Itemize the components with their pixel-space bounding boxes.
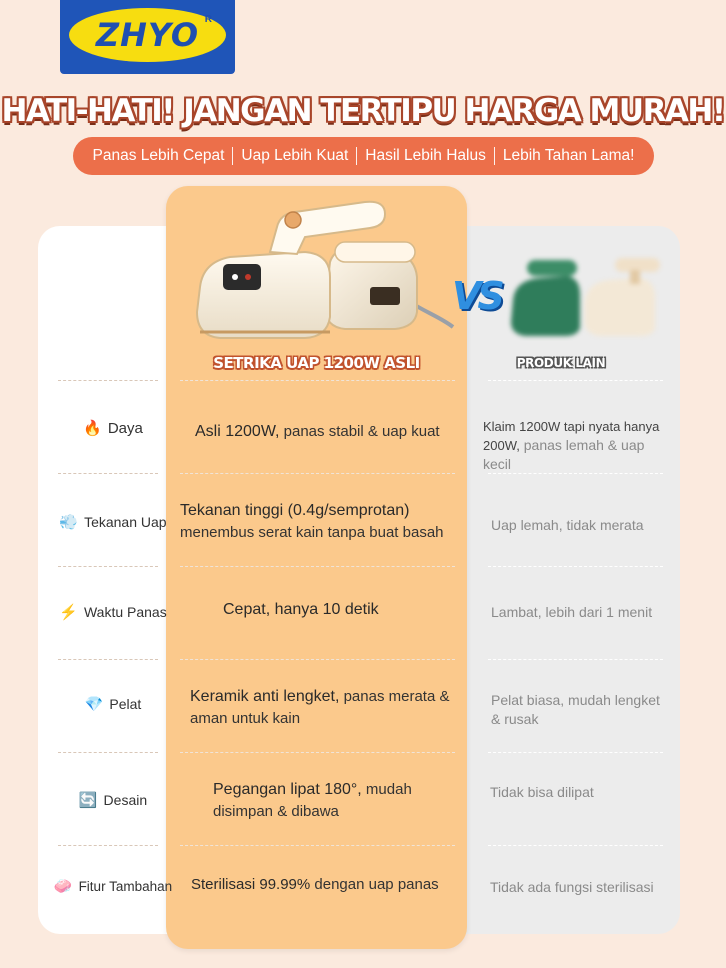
row-label-text: Daya: [107, 419, 143, 437]
row-label-text: Pelat: [109, 696, 142, 712]
ours-value-detail: mudah disimpan & dibawa: [213, 781, 412, 820]
row-divider: [180, 566, 455, 567]
steam-iron-product-image: [185, 192, 455, 347]
row-divider: [58, 659, 158, 660]
row-label-fitur-tambahan: [38, 877, 188, 895]
benefit-item: Panas Lebih Cepat: [92, 147, 225, 164]
ours-value-detail: menembus serat kain tanpa buat basah: [180, 524, 444, 541]
ours-value-pelat: [190, 686, 460, 730]
row-label-text: Desain: [103, 792, 148, 808]
row-divider: [488, 566, 663, 567]
benefits-pill: [73, 137, 654, 175]
registered-mark: R: [204, 14, 212, 25]
benefit-item: Lebih Tahan Lama!: [502, 147, 635, 164]
ours-column-title: SETRIKA UAP 1200W ASLI: [213, 354, 420, 372]
others-value-tekanan-uap: [491, 516, 671, 535]
diamond-icon: 💎: [84, 696, 104, 713]
fire-icon: 🔥: [83, 420, 102, 437]
ours-value-highlight: Keramik anti lengket,: [190, 688, 340, 705]
lightning-icon: ⚡: [59, 604, 78, 621]
ours-value-tekanan-uap: [180, 500, 465, 544]
row-label-desain: [38, 791, 188, 809]
others-value-detail: panas lemah & uap kecil: [483, 437, 645, 472]
ours-value-highlight: Asli 1200W,: [195, 423, 280, 440]
row-divider: [488, 845, 663, 846]
others-value-detail: Tidak ada fungsi sterilisasi: [490, 879, 654, 895]
headline: HATI-HATI! JANGAN TERTIPU HARGA MURAH!: [1, 93, 725, 129]
divider: [232, 147, 233, 165]
ours-value-daya: [195, 421, 465, 443]
logo-text: ZHYO: [95, 16, 200, 54]
ours-value-waktu-panas: [223, 599, 463, 621]
benefit-item: Uap Lebih Kuat: [241, 147, 349, 164]
ours-value-highlight: Sterilisasi 99.99%: [191, 876, 311, 893]
others-value-desain: [490, 783, 670, 802]
others-value-fitur-tambahan: [490, 878, 675, 897]
row-label-tekanan-uap: [38, 513, 188, 531]
others-column-title: PRODUK LAIN: [516, 356, 606, 370]
row-label-text: Tekanan Uap: [84, 514, 167, 530]
soap-icon: 🧼: [53, 878, 73, 895]
others-value-detail: Uap lemah, tidak merata: [491, 517, 644, 533]
row-divider: [488, 752, 663, 753]
brand-logo: [60, 0, 235, 74]
row-divider: [58, 845, 158, 846]
others-value-detail: Tidak bisa dilipat: [490, 784, 594, 800]
rotate-icon: 🔄: [78, 792, 98, 809]
row-divider: [180, 380, 455, 381]
row-divider: [58, 473, 158, 474]
others-value-pelat: [491, 691, 671, 729]
row-divider: [180, 473, 455, 474]
row-divider: [180, 845, 455, 846]
others-value-detail: Lambat, lebih dari 1 menit: [491, 604, 653, 620]
ours-value-desain: [213, 779, 458, 823]
row-divider: [180, 659, 455, 660]
steam-icon: 💨: [59, 514, 79, 531]
other-product-image: [505, 250, 670, 340]
ours-value-detail: panas merata & aman untuk kain: [190, 688, 450, 727]
ours-value-detail: panas stabil & uap kuat: [279, 423, 440, 440]
row-label-daya: [38, 419, 188, 437]
row-divider: [58, 752, 158, 753]
benefit-item: Hasil Lebih Halus: [365, 147, 486, 164]
row-divider: [58, 566, 158, 567]
logo-oval: [69, 8, 226, 62]
others-value-detail: Pelat biasa, mudah lengket & rusak: [491, 692, 660, 727]
row-divider: [488, 380, 663, 381]
divider: [356, 147, 357, 165]
row-label-waktu-panas: [38, 603, 188, 621]
others-value-highlight: Klaim 1200W tapi nyata hanya 200W,: [483, 419, 660, 453]
others-value-waktu-panas: [491, 603, 671, 622]
ours-value-highlight: Tekanan tinggi (0.4g/semprotan): [180, 502, 410, 519]
row-divider: [180, 752, 455, 753]
row-divider: [58, 380, 158, 381]
row-label-text: Waktu Panas: [83, 604, 167, 620]
ours-value-fitur-tambahan: [191, 874, 461, 896]
ours-value-detail: dengan uap panas: [310, 876, 439, 893]
row-label-pelat: [38, 695, 188, 713]
row-divider: [488, 659, 663, 660]
vs-badge: VS: [452, 274, 501, 318]
others-value-daya: [483, 417, 673, 474]
divider: [494, 147, 495, 165]
ours-value-highlight: Pegangan lipat 180°,: [213, 781, 362, 798]
row-label-text: Fitur Tambahan: [78, 878, 173, 894]
ours-value-highlight: Cepat, hanya 10 detik: [223, 601, 379, 618]
